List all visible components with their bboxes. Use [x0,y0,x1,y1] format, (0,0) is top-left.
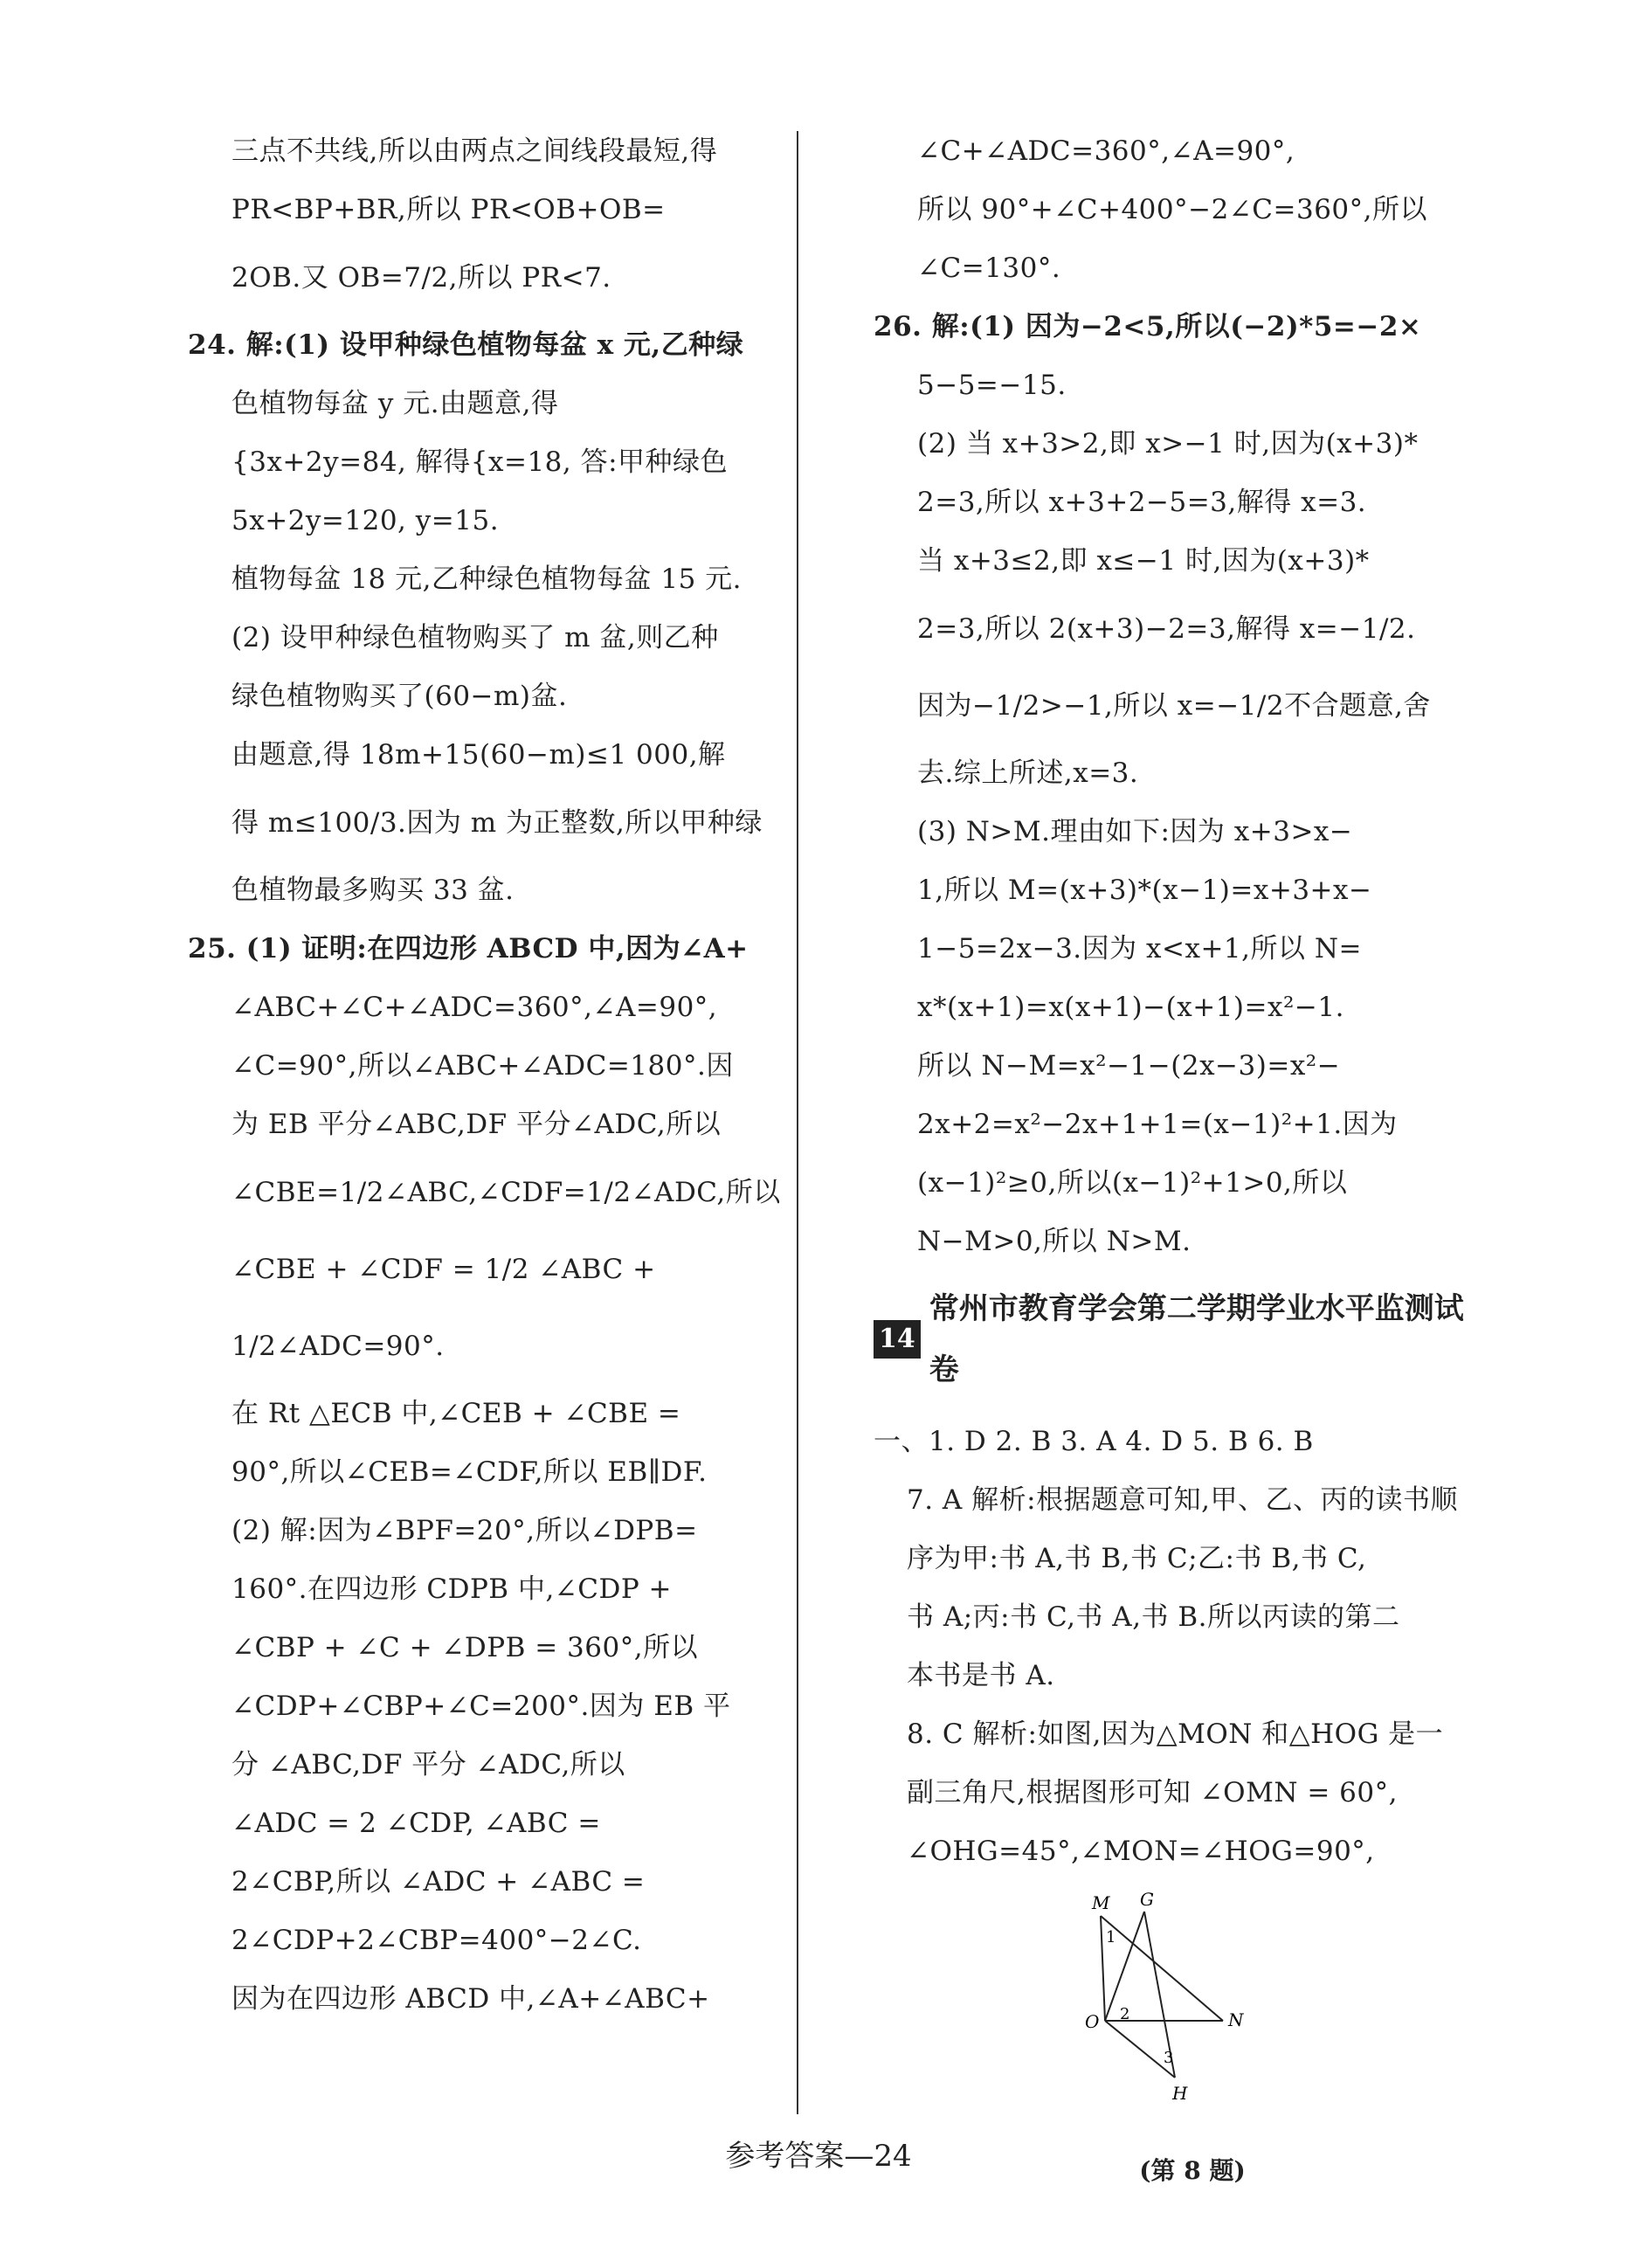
text-line: ∠C+∠ADC=360°,∠A=90°, [917,135,1295,167]
text-line: 所以 90°+∠C+400°−2∠C=360°,所以 [917,194,1428,225]
text-line: (2) 设甲种绿色植物购买了 m 盆,则乙种 [231,622,719,653]
answers-section-14 [874,1413,1468,1881]
text-line: ∠ADC = 2 ∠CDP, ∠ABC = [231,1808,601,1839]
text-line: 1/2∠ADC=90°. [231,1331,445,1362]
label-g: G [1140,1890,1154,1910]
label-h: H [1172,2083,1188,2104]
label-n: N [1228,2009,1244,2030]
label-m: M [1092,1892,1110,1913]
text-line: 一、1. D 2. B 3. A 4. D 5. B 6. B [874,1426,1314,1457]
text-line: PR<BP+BR,所以 PR<OB+OB= [231,194,666,225]
text-line: 为 EB 平分∠ABC,DF 平分∠ADC,所以 [231,1109,722,1140]
text-line: {3x+2y=84, 解得{x=18, 答:甲种绿色 [231,446,729,478]
text-line: ∠C=90°,所以∠ABC+∠ADC=180°.因 [231,1050,734,1082]
text-line: 7. A 解析:根据题意可知,甲、乙、丙的读书顺 [907,1484,1458,1516]
section-title: 常州市教育学会第二学期学业水平监测试卷 [929,1291,1464,1387]
text-line: ∠C=130°. [917,252,1061,284]
text-line: 绿色植物购买了(60−m)盆. [231,681,568,712]
text-line: (3) N>M.理由如下:因为 x+3>x− [917,816,1353,847]
figure-caption: (第 8 题) [1139,2156,1246,2185]
left-column [188,122,781,2029]
page-footer: 参考答案—24 [725,2139,912,2174]
text-line: 由题意,得 18m+15(60−m)≤1 000,解 [231,739,726,771]
text-line: 5x+2y=120, y=15. [231,505,500,536]
text-line: 8. C 解析:如图,因为△MON 和△HOG 是一 [907,1718,1444,1750]
text-line: 色植物最多购买 33 盆. [231,875,515,906]
text-line: 植物每盆 18 元,乙种绿色植物每盆 15 元. [231,564,743,595]
text-line: 在 Rt △ECB 中,∠CEB + ∠CBE = [231,1398,681,1429]
answers-23-26 [874,122,1468,1271]
text-line: 2∠CBP,所以 ∠ADC + ∠ABC = [231,1866,646,1898]
text-line: 分 ∠ABC,DF 平分 ∠ADC,所以 [231,1749,625,1781]
text-line: 本书是书 A. [907,1660,1055,1691]
text-line: 因为−1/2>−1,所以 x=−1/2不合题意,舍 [917,690,1431,722]
text-line: (x−1)²≥0,所以(x−1)²+1>0,所以 [917,1167,1348,1199]
text-line: 2∠CDP+2∠CBP=400°−2∠C. [231,1925,642,1956]
text-line: ∠CBE=1/2∠ABC,∠CDF=1/2∠ADC,所以 [231,1177,781,1208]
label-o: O [1085,2011,1100,2032]
text-line: 当 x+3≤2,即 x≤−1 时,因为(x+3)* [917,545,1370,577]
text-line: 序为甲:书 A,书 B,书 C;乙:书 B,书 C, [907,1543,1367,1574]
text-line: ∠CDP+∠CBP+∠C=200°.因为 EB 平 [231,1691,731,1722]
text-line: 25. (1) 证明:在四边形 ABCD 中,因为∠A+ [188,933,749,965]
text-line: (2) 解:因为∠BPF=20°,所以∠DPB= [231,1515,698,1546]
text-line: 5−5=−15. [917,370,1067,401]
text-line: 2x+2=x²−2x+1+1=(x−1)²+1.因为 [917,1109,1398,1140]
text-line: 因为在四边形 ABCD 中,∠A+∠ABC+ [231,1983,710,2015]
text-line: 24. 解:(1) 设甲种绿色植物每盆 x 元,乙种绿 [188,329,744,361]
right-column [874,122,1468,2187]
text-line: 2OB.又 OB=7/2,所以 PR<7. [231,262,611,294]
text-line: ∠CBP + ∠C + ∠DPB = 360°,所以 [231,1632,699,1663]
text-line: ∠OHG=45°,∠MON=∠HOG=90°, [907,1836,1375,1867]
section-header [874,1278,1468,1400]
text-line: 1,所以 M=(x+3)*(x−1)=x+3+x− [917,875,1372,906]
text-line: 三点不共线,所以由两点之间线段最短,得 [231,135,718,167]
text-line: 1−5=2x−3.因为 x<x+1,所以 N= [917,933,1362,965]
text-line: 2=3,所以 2(x+3)−2=3,解得 x=−1/2. [917,613,1416,645]
text-line: 去.综上所述,x=3. [917,757,1139,789]
angle-1-label: 1 [1106,1928,1116,1946]
text-line: N−M>0,所以 N>M. [917,1226,1191,1257]
text-line: (2) 当 x+3>2,即 x>−1 时,因为(x+3)* [917,428,1419,460]
text-line: ∠CBE + ∠CDF = 1/2 ∠ABC + [231,1254,656,1285]
text-line: 副三角尺,根据图形可知 ∠OMN = 60°, [907,1777,1398,1808]
text-line: 2=3,所以 x+3+2−5=3,解得 x=3. [917,487,1367,518]
text-line: 所以 N−M=x²−1−(2x−3)=x²− [917,1050,1341,1082]
angle-2-label: 2 [1120,2005,1130,2023]
text-line: 色植物每盆 y 元.由题意,得 [231,388,559,419]
triangle-diagram [1066,1890,1328,2152]
text-line: 得 m≤100/3.因为 m 为正整数,所以甲种绿 [231,807,763,839]
section-number-badge: 14 [874,1320,921,1359]
text-line: ∠ABC+∠C+∠ADC=360°,∠A=90°, [231,992,718,1023]
figure-question-8 [1066,1890,1328,2152]
angle-3-label: 3 [1164,2049,1174,2067]
text-line: x*(x+1)=x(x+1)−(x+1)=x²−1. [917,992,1344,1023]
text-line: 90°,所以∠CEB=∠CDF,所以 EB∥DF. [231,1456,708,1488]
text-line: 书 A;丙:书 C,书 A,书 B.所以丙读的第二 [907,1601,1400,1633]
text-line: 160°.在四边形 CDPB 中,∠CDP + [231,1573,673,1605]
column-divider [797,131,798,2114]
text-line: 26. 解:(1) 因为−2<5,所以(−2)*5=−2× [874,311,1422,342]
